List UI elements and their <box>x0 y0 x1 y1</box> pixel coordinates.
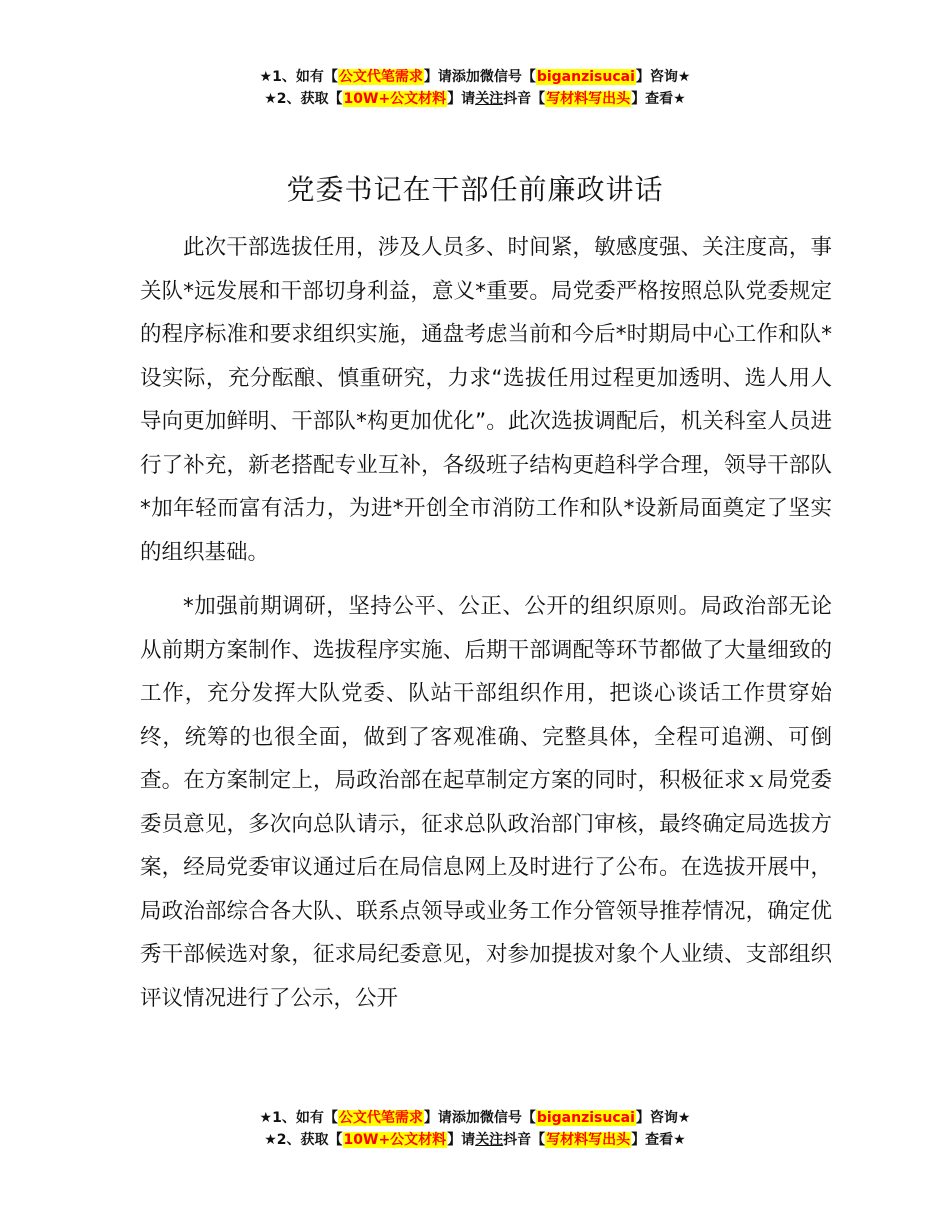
promo-text: 添加 <box>451 1110 480 1126</box>
promo-highlight: 公文代笔需求 <box>338 69 423 85</box>
promo-highlight: 写材料写出头 <box>546 1132 631 1148</box>
promo-line-1 <box>0 1107 950 1129</box>
promo-highlight: biganzisucai <box>536 1110 635 1126</box>
promo-text: 】查看★ <box>631 91 686 107</box>
document-body <box>140 226 832 1020</box>
body-paragraph: *加强前期调研，坚持公平、公正、公开的组织原则。局政治部无论从前期方案制作、选拔程序实施、后期干部调配等环节都做了大量细致的工作，充分发挥大队党委、队站干部组织作用，把谈心谈话工作贯穿始终，统筹的也很全面，做到了客观准确、完整具体，全程可追溯、可倒查。在方案制定上，局政治部在起草制定方案的同时，积极征求ｘ局党委委员意见，多次向总队请示，征求总队政治部门审核，最终确定局选拔方案，经局党委审议通过后在局信息网上及时进行了公布。在选拔开展中，局政治部综合各大队、联系点领导或业务工作分管领导推荐情况，确定优秀干部候选对象，征求局纪委意见，对参加提拔对象个人业绩、支部组织评议情况进行了公示，公开 <box>140 594 832 1011</box>
promo-text: ★1、如有【 <box>259 69 338 85</box>
promo-highlight: 公文代笔需求 <box>338 1110 423 1126</box>
promo-line-2 <box>0 1129 950 1151</box>
promo-text: 】请 <box>447 91 476 107</box>
promo-text: 添加 <box>451 69 480 85</box>
promo-text: 抖音【 <box>503 91 546 107</box>
promo-text: 】请 <box>423 69 452 85</box>
promo-line-2 <box>0 88 950 110</box>
promo-highlight: 10W+公文材料 <box>343 91 447 107</box>
promo-banner-bottom <box>0 1107 950 1151</box>
promo-banner-top <box>0 66 950 110</box>
promo-text: 】咨询★ <box>635 69 691 85</box>
promo-text: 微信号【 <box>479 1110 536 1126</box>
promo-text: ★1、如有【 <box>259 1110 338 1126</box>
promo-text: ★2、获取【 <box>264 91 343 107</box>
promo-line-1 <box>0 66 950 88</box>
promo-text: 】请 <box>423 1110 452 1126</box>
promo-highlight: biganzisucai <box>536 69 635 85</box>
promo-text: 关注 <box>475 1132 504 1148</box>
promo-highlight: 写材料写出头 <box>546 91 631 107</box>
promo-text: 】请 <box>447 1132 476 1148</box>
promo-text: 】查看★ <box>631 1132 686 1148</box>
promo-text: 抖音【 <box>503 1132 546 1148</box>
promo-highlight: 10W+公文材料 <box>343 1132 447 1148</box>
promo-text: 】咨询★ <box>635 1110 691 1126</box>
promo-text: ★2、获取【 <box>264 1132 343 1148</box>
document-title: 党委书记在干部任前廉政讲话 <box>286 173 664 206</box>
promo-text: 关注 <box>475 91 504 107</box>
body-paragraph: 此次干部选拔任用，涉及人员多、时间紧，敏感度强、关注度高，事关队*远发展和干部切身利益，意义*重要。局党委严格按照总队党委规定的程序标准和要求组织实施，通盘考虑当前和今后*时期局中心工作和队*设实际，充分酝酿、慎重研究，力求“选拔任用过程更加透明、选人用人导向更加鲜明、干部队*构更加优化”。此次选拔调配后，机关科室人员进行了补充，新老搭配专业互补，各级班子结构更趋科学合理，领导干部队*加年轻而富有活力，为进*开创全市消防工作和队*设新局面奠定了坚实的组织基础。 <box>140 235 832 565</box>
promo-text: 微信号【 <box>479 69 536 85</box>
